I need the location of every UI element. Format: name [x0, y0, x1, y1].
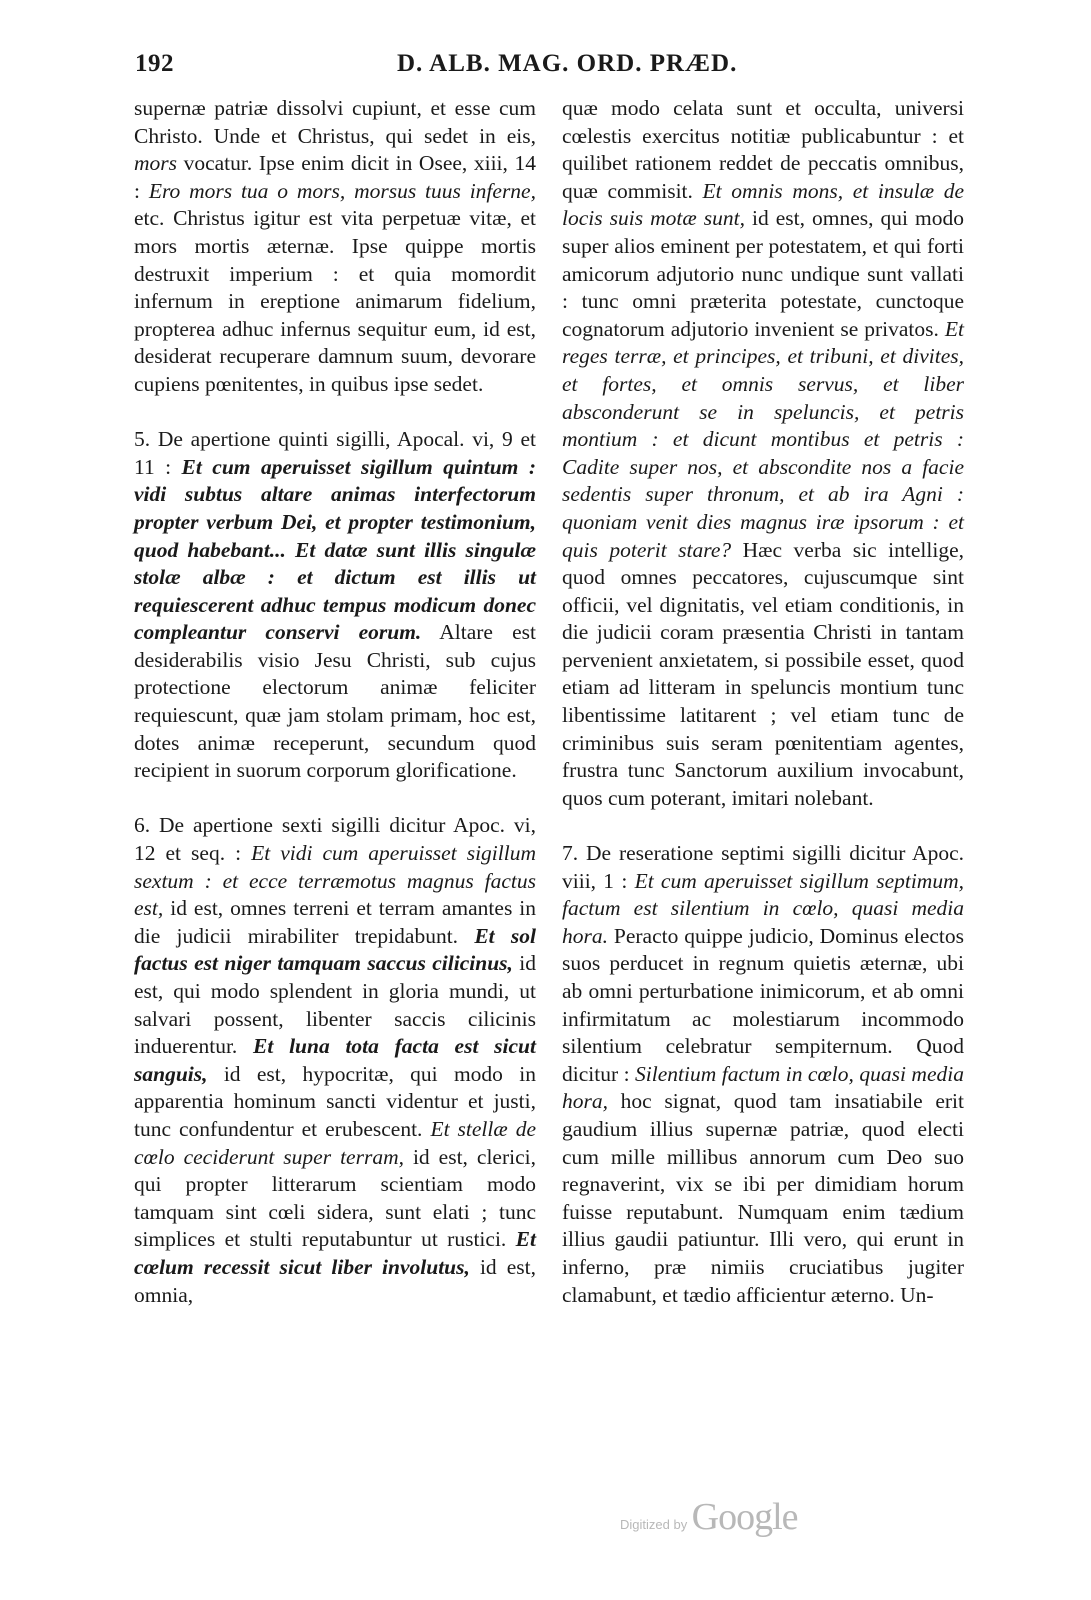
- italic-run: Et stellæ de cœlo ceciderunt super terram,: [134, 1116, 536, 1169]
- italic-run: Ero mors tua o mors, morsus tuus inferne,: [148, 178, 536, 203]
- digitized-watermark: [620, 1495, 798, 1539]
- text-run: 5. De apertione quinti sigilli, Apocal. vi, 9 et 11 :: [134, 427, 536, 479]
- text-run: id est, hypocritæ, qui modo in apparentia hominum sancti videntur et justi, tunc confundentur et erubescent.: [134, 1061, 536, 1141]
- italic-run: Et cœlum recessit sicut liber involutus,: [134, 1227, 536, 1279]
- right-column: [562, 95, 964, 1309]
- left-paragraph-1: [134, 95, 536, 399]
- text-run: id est, omnes, qui modo super alios eminent per potestatem, et qui forti amicorum adjutorio nunc undique sunt vallati : tunc omni præterita potestate, cunctoque cognatorum adjutorio invenient se privatos.: [562, 206, 965, 341]
- google-logo: Google: [691, 1496, 798, 1538]
- watermark-prefix: Digitized by: [620, 1517, 688, 1532]
- text-run: id est, qui modo splendent in gloria mundi, ut salvari possent, libenter saccis cilicinis induerentur.: [134, 951, 536, 1059]
- italic-run: Et cum aperuisset sigillum quintum : vidi subtus altare animas interfectorum propter verbum Dei, et propter testimonium, quod habebant... Et datæ sunt illis singulæ stolæ albæ : et dictum est illis ut requiescerent adhuc tempus modicum donec compleantur conservi eorum.: [134, 454, 536, 645]
- text-run: id est, omnia,: [134, 1254, 536, 1307]
- italic-run: Et reges terræ, et principes, et tribuni, et divites, et fortes, et omnis servus, et liber absconderunt se in speluncis, et petris montium : et dicunt montibus et petris : Cadite super nos, et abscondite nos a facie sedentis super thronum, et ab ira Agni : quoniam venit dies magnus iræ ipsorum : et quis poterit stare?: [562, 316, 964, 562]
- text-run: Altare est desiderabilis visio Jesu Christi, sub cujus protectione electorum animæ feliciter requiescunt, quæ jam stolam primam, hoc est, dotes animæ receperunt, secundum quod recipient in suorum corporum glorificatione.: [134, 620, 536, 783]
- italic-run: mors: [134, 151, 178, 176]
- right-paragraph-2: [562, 840, 964, 1309]
- italic-run: Et cum aperuisset sigillum septimum, factum est silentium in cœlo, quasi media hora.: [562, 868, 964, 948]
- text-run: quæ modo celata sunt et occulta, universi cœlestis exercitus notitiæ publicabuntur : et quilibet rationem reddet de peccatis omnibus, quæ commisit.: [562, 96, 964, 203]
- text-run: etc. Christus igitur est vita perpetuæ vitæ, et mors mortis æternæ. Ipse quippe mortis destruxit imperium : et quia momordit infernum in ereptione animarum fidelium, propterea adhuc infernus sequitur eum, id est, desiderat recuperare damnum suum, devorare cupiens pœnitentes, in quibus ipse sedet.: [134, 206, 536, 396]
- text-run: 7. De reseratione septimi sigilli dicitur Apoc. viii, 1 :: [562, 841, 964, 893]
- italic-run: Et vidi cum aperuisset sigillum sextum : et ecce terræmotus magnus factus est,: [134, 841, 536, 921]
- text-run: Peracto quippe judicio, Dominus electos suos perducet in regnum quietis æternæ, ubi ab omni perturbatione inimicorum, et ab omni infirmitatum ac molestiarum incommodo silentium celebratur sempiternum. Quod dicitur :: [562, 923, 964, 1086]
- running-head: [135, 50, 965, 84]
- text-run: 6. De apertione sexti sigilli dicitur Apoc. vi, 12 et seq. :: [134, 813, 536, 866]
- page-number: 192: [135, 50, 174, 77]
- left-paragraph-2: [134, 426, 536, 785]
- running-title: D. ALB. MAG. ORD. PRÆD.: [397, 50, 738, 77]
- text-run: supernæ patriæ dissolvi cupiunt, et esse cum Christo. Unde et Christus, qui sedet in eis,: [134, 96, 536, 148]
- italic-run: Et omnis mons, et insulæ de locis suis motæ sunt,: [562, 178, 964, 231]
- left-column: [134, 95, 536, 1309]
- text-run: id est, clerici, qui propter litterarum scientiam modo tamquam sint cœli sidera, sunt elati ; tunc simplices et stulti reputabuntur ut rustici.: [134, 1144, 536, 1252]
- text-run: id est, omnes terreni et terram amantes in die judicii mirabiliter trepidabunt.: [134, 896, 536, 948]
- right-paragraph-1: [562, 95, 964, 812]
- text-run: vocatur. Ipse enim dicit in Osee, xiii, 14 :: [134, 151, 536, 203]
- text-run: Hæc verba sic intellige, quod omnes peccatores, cujuscumque sint officii, vel dignitatis, vel etiam conditionis, in die judicii coram præsentia Christi in tantam pervenient anxietatem, si possibile esset, quod etiam ad litteram in speluncis montium tunc libentissime latitarent ; vel etiam tunc de criminibus suis seram pœnitentiam agentes, frustra tunc Sanctorum auxilium invocabunt, quos cum poterant, imitari nolebant.: [562, 537, 964, 810]
- text-run: hoc signat, quod tam insatiabile erit gaudium illius supernæ patriæ, quod electi cum mille millibus annorum cum Deo suo regnaverint, vix se ibi per dimidiam horum fuisse reputabunt. Numquam enim tædium illius gaudii patiuntur. Illi vero, qui erunt in inferno, præ nimiis cruciatibus jugiter clamabunt, et tædio afficientur æterno. Un-: [562, 1089, 964, 1307]
- italic-run: Silentium factum in cœlo, quasi media hora,: [562, 1061, 964, 1114]
- left-paragraph-3: [134, 812, 536, 1309]
- italic-run: Et sol factus est niger tamquam saccus cilicinus,: [134, 923, 537, 976]
- italic-run: Et luna tota facta est sicut sanguis,: [134, 1034, 536, 1086]
